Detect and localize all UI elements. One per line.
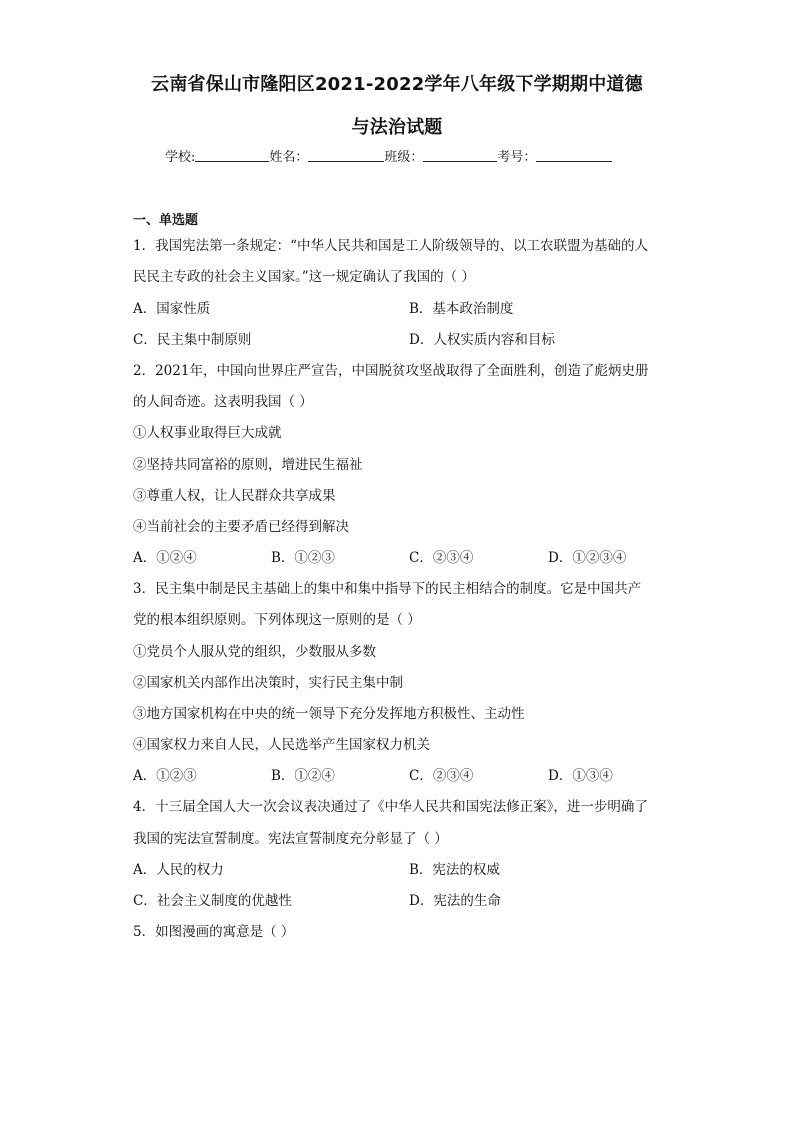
question-1-option-a[interactable]: A．国家性质 xyxy=(133,301,211,317)
question-2-option-d[interactable]: D．①②③④ xyxy=(548,550,627,566)
name-label: 姓名： xyxy=(269,150,309,165)
class-blank[interactable] xyxy=(423,149,497,162)
question-1-option-d[interactable]: D．人权实质内容和目标 xyxy=(409,332,555,348)
question-1-option-b[interactable]: B．基本政治制度 xyxy=(409,301,514,317)
question-2-option-c[interactable]: C．②③④ xyxy=(409,550,474,566)
question-1-line-1: 1．我国宪法第一条规定：“中华人民共和国是工人阶级领导的、以工农联盟为基础的人 xyxy=(133,238,648,254)
question-2-statement-4: ④当前社会的主要矛盾已经得到解决 xyxy=(133,519,349,535)
school-label: 学校: xyxy=(165,150,196,165)
question-3-statement-4: ④国家权力来自人民，人民选举产生国家权力机关 xyxy=(133,737,430,753)
question-4-option-b[interactable]: B．宪法的权威 xyxy=(409,862,500,878)
name-blank[interactable] xyxy=(308,149,384,162)
question-3-option-a[interactable]: A．①②③ xyxy=(133,768,197,784)
student-info-row xyxy=(165,146,612,165)
question-3-statement-1: ①党员个人服从党的组织，少数服从多数 xyxy=(133,644,376,660)
question-4-option-a[interactable]: A．人民的权力 xyxy=(133,862,224,878)
class-label: 班级： xyxy=(384,150,424,165)
question-3-statement-3: ③地方国家机构在中央的统一领导下充分发挥地方积极性、主动性 xyxy=(133,706,525,722)
question-2-statement-2: ②坚持共同富裕的原则，增进民生福祉 xyxy=(133,457,363,473)
question-4-option-d[interactable]: D．宪法的生命 xyxy=(409,893,501,909)
question-2-line-1: 2．2021年，中国向世界庄严宣告，中国脱贫攻坚战取得了全面胜利，创造了彪炳史册 xyxy=(133,363,649,379)
question-1-line-2: 民民主专政的社会主义国家。”这一规定确认了我国的（ ） xyxy=(133,269,475,285)
question-4-option-c[interactable]: C．社会主义制度的优越性 xyxy=(133,893,292,909)
question-2-statement-1: ①人权事业取得巨大成就 xyxy=(133,425,282,441)
exam-title-line1: 云南省保山市隆阳区2021-2022学年八年级下学期期中道德 xyxy=(151,74,643,95)
exam-title-line2: 与法治试题 xyxy=(351,117,443,138)
question-4-line-2: 我国的宪法宣誓制度。宪法宣誓制度充分彰显了（ ） xyxy=(133,831,448,847)
question-2-statement-3: ③尊重人权，让人民群众共享成果 xyxy=(133,488,336,504)
question-4-line-1: 4．十三届全国人大一次会议表决通过了《中华人民共和国宪法修正案》，进一步明确了 xyxy=(133,799,648,815)
question-2-option-a[interactable]: A．①②④ xyxy=(133,550,197,566)
exam-no-label: 考号： xyxy=(497,150,537,165)
question-3-statement-2: ②国家机关内部作出决策时，实行民主集中制 xyxy=(133,675,403,691)
question-3-option-d[interactable]: D．①③④ xyxy=(548,768,613,784)
question-1-option-c[interactable]: C．民主集中制原则 xyxy=(133,332,252,348)
question-3-option-b[interactable]: B．①②④ xyxy=(271,768,335,784)
school-blank[interactable] xyxy=(195,149,269,162)
exam-no-blank[interactable] xyxy=(536,149,612,162)
section-title: 一、单选题 xyxy=(133,213,199,228)
question-5-line-1: 5．如图漫画的寓意是（ ） xyxy=(133,924,295,940)
question-2-option-b[interactable]: B．①②③ xyxy=(271,550,335,566)
question-3-line-2: 党的根本组织原则。下列体现这一原则的是（ ） xyxy=(133,612,421,628)
question-2-line-2: 的人间奇迹。这表明我国（ ） xyxy=(133,394,313,410)
question-3-line-1: 3．民主集中制是民主基础上的集中和集中指导下的民主相结合的制度。它是中国共产 xyxy=(133,581,642,597)
question-3-option-c[interactable]: C．②③④ xyxy=(409,768,474,784)
